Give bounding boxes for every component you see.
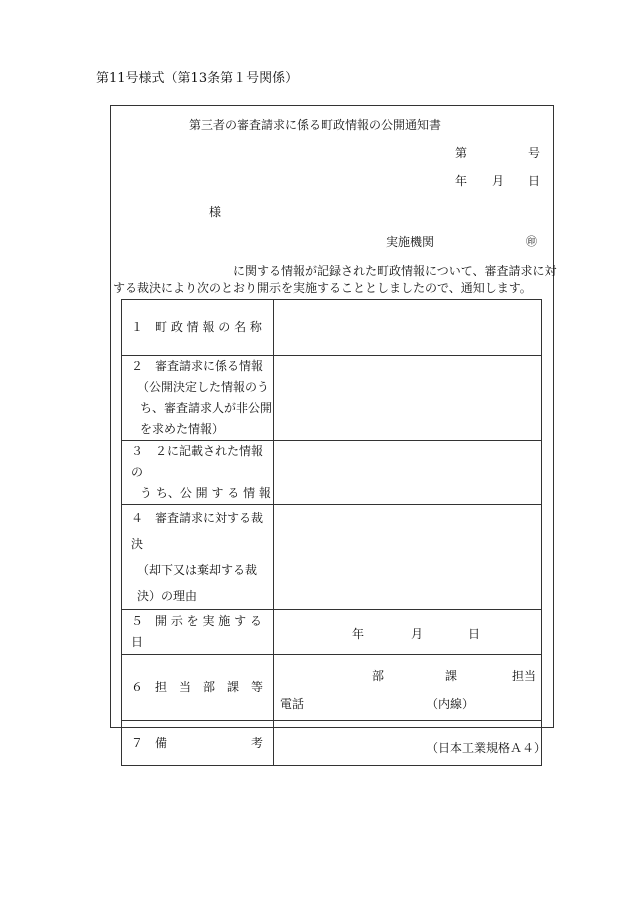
- ruling-reason-field[interactable]: [274, 505, 542, 610]
- body-text-line-2: する裁決により次のとおり開示を実施することとしましたので、通知します。: [113, 281, 532, 295]
- label-line: １ 町 政 情 報 の 名 称: [131, 320, 262, 334]
- contact-field[interactable]: [274, 655, 542, 721]
- row-label: [122, 610, 274, 655]
- label-line: を求めた情報）: [140, 422, 225, 436]
- label-line: （却下又は棄却する裁: [137, 563, 258, 577]
- row-label: [122, 505, 274, 610]
- form-number-label: 第11号様式（第13条第１号関係）: [96, 71, 299, 86]
- label-line: 決）の理由: [137, 589, 198, 603]
- notice-number-suffix: 号: [528, 146, 541, 160]
- table-row-document-name: [122, 300, 542, 356]
- label-line: ち、審査請求人が非公開: [140, 401, 273, 415]
- seal-icon: ㊞: [526, 235, 537, 248]
- row-label: [122, 356, 274, 441]
- extension-label: （内線）: [426, 697, 475, 711]
- section-label: 課: [445, 669, 458, 683]
- body-text-line-1: に関する情報が記録された町政情報について、審査請求に対: [233, 264, 557, 278]
- date-day-label: 日: [528, 174, 541, 188]
- label-line: ６ 担 当 部 課 等: [131, 680, 264, 694]
- label-line: （公開決定した情報のう: [137, 380, 270, 394]
- paper-size-note: （日本工業規格Ａ４）: [426, 741, 547, 755]
- document-title: 第三者の審査請求に係る町政情報の公開通知書: [188, 118, 441, 132]
- notice-number-prefix: 第: [455, 146, 468, 160]
- label-line: ３ ２に記載された情報の: [131, 444, 264, 479]
- label-line: う ち、公 開 す る 情 報: [140, 486, 271, 500]
- table-row-requested-info: [122, 356, 542, 441]
- row-label: [122, 655, 274, 721]
- disclosed-info-field[interactable]: [274, 441, 542, 505]
- department-label: 部: [372, 669, 385, 683]
- agency-label: 実施機関: [386, 235, 435, 249]
- label-line: ４ 審査請求に対する裁決: [131, 511, 264, 551]
- disclosure-day-label: 日: [468, 627, 481, 641]
- row-label: [122, 441, 274, 505]
- row-label: [122, 300, 274, 356]
- phone-label: 電話: [280, 697, 305, 711]
- table-row-ruling-reason: [122, 505, 542, 610]
- label-line: ５ 開 示 を 実 施 す る 日: [131, 614, 262, 649]
- label-line: ２ 審査請求に係る情報: [131, 359, 264, 373]
- date-month-label: 月: [492, 174, 505, 188]
- label-line: ７ 備 考: [131, 735, 264, 750]
- row-label: [122, 721, 274, 766]
- requested-info-field[interactable]: [274, 356, 542, 441]
- details-table: [121, 299, 542, 766]
- table-row-disclosure-date: [122, 610, 542, 655]
- person-in-charge-label: 担当: [512, 669, 537, 683]
- disclosure-year-label: 年: [352, 627, 365, 641]
- addressee-honorific: 様: [209, 205, 222, 219]
- table-row-contact: [122, 655, 542, 721]
- date-year-label: 年: [455, 174, 468, 188]
- disclosure-date-field[interactable]: [274, 610, 542, 655]
- table-row-disclosed-info: [122, 441, 542, 505]
- document-name-field[interactable]: [274, 300, 542, 356]
- disclosure-month-label: 月: [411, 627, 424, 641]
